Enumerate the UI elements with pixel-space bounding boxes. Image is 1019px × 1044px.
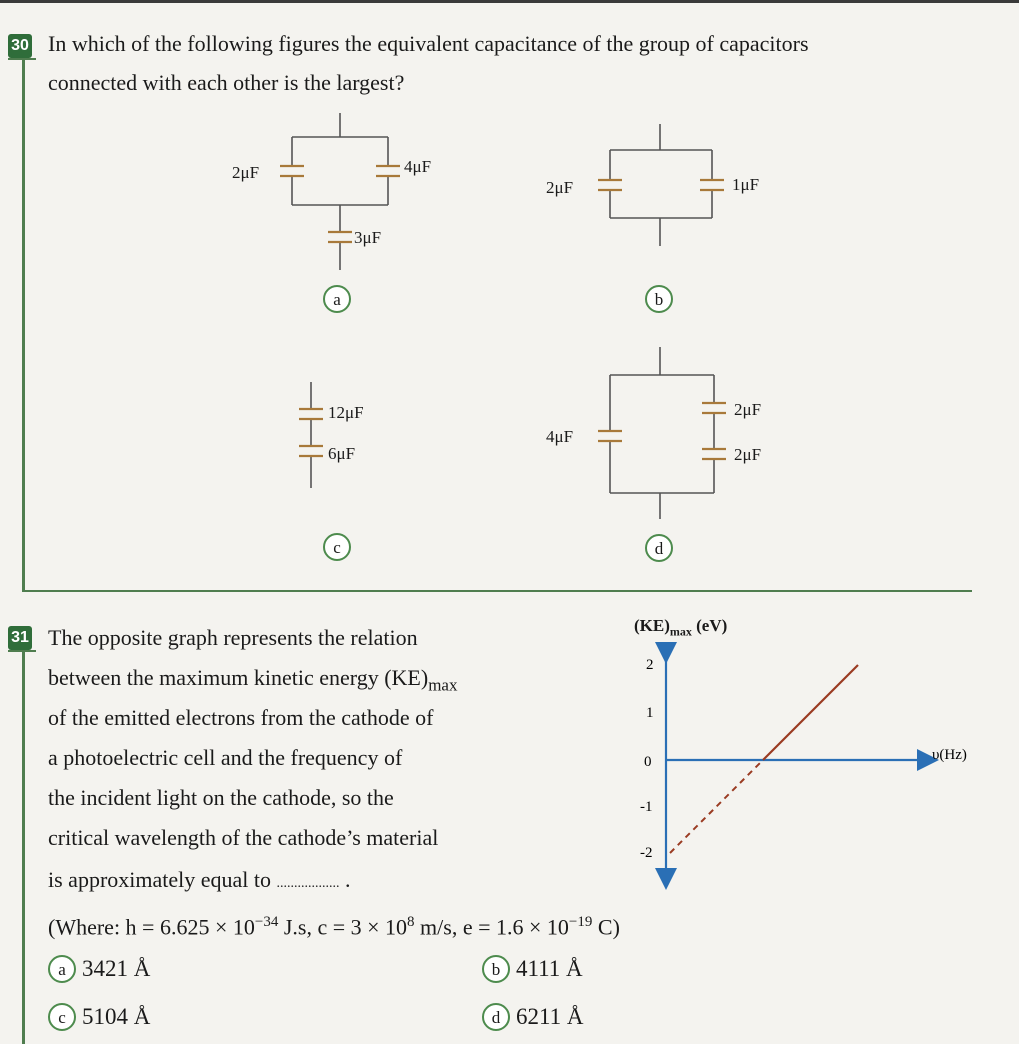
c-exponent: 8	[407, 914, 415, 930]
graph-tick-1: 1	[646, 705, 654, 721]
h-exponent: −34	[254, 914, 279, 930]
graph-y-title-sub: max	[669, 624, 692, 639]
option-c-letter: c	[48, 1003, 76, 1031]
figure-c-cap-top: 12μF	[328, 403, 364, 422]
figure-d-circuit	[590, 343, 740, 523]
option-b[interactable]	[482, 955, 583, 983]
option-d-text: 6211 Å	[516, 1004, 584, 1029]
top-rule	[0, 0, 1019, 3]
q31-text-line2-main: between the maximum kinetic energy (KE)	[48, 665, 429, 690]
graph-tick-2: 2	[646, 657, 654, 673]
q30-text-line1: In which of the following figures the equivalent capacitance of the group of capacitors	[48, 31, 809, 56]
q31-text-line5: the incident light on the cathode, so the	[48, 785, 394, 810]
figure-c-cap-bottom: 6μF	[328, 444, 356, 463]
graph-tick-minus1: -1	[640, 799, 653, 815]
figure-b-cap-left: 2μF	[546, 178, 574, 197]
option-a-text: 3421 Å	[82, 956, 151, 981]
graph-dashed-extension	[670, 760, 763, 853]
figure-d-cap-right-top: 2μF	[734, 400, 762, 419]
constants-prefix: (Where: h = 6.625 × 10	[48, 914, 255, 940]
constants-mid2: m/s, e = 1.6 × 10	[414, 914, 569, 940]
answer-blank-end: .	[345, 867, 351, 892]
q31-text-line3: of the emitted electrons from the cathode of	[48, 705, 434, 730]
q31-text-line7	[48, 860, 351, 904]
answer-blank: ..................	[276, 876, 340, 891]
figure-a-circuit	[220, 105, 460, 280]
question-number-31: 31	[8, 626, 32, 650]
q31-text-line4: a photoelectric cell and the frequency of	[48, 745, 403, 770]
option-a-letter: a	[48, 955, 76, 983]
question-number-30: 30	[8, 34, 32, 58]
q30-frame-bottom	[22, 590, 972, 592]
option-c[interactable]	[48, 1003, 150, 1031]
figure-c-label: c	[323, 533, 351, 561]
figure-b-cap-right: 1μF	[732, 175, 760, 194]
figure-a-cap-right: 4μF	[404, 157, 432, 176]
figure-a-label: a	[323, 285, 351, 313]
q31-text-line6: critical wavelength of the cathode’s material	[48, 825, 439, 850]
q31-text-line1: The opposite graph represents the relation	[48, 625, 418, 650]
constants-suffix: C)	[592, 914, 620, 940]
graph-tick-minus2: -2	[640, 845, 653, 861]
option-d[interactable]	[482, 1003, 584, 1031]
option-a[interactable]	[48, 955, 150, 983]
graph-x-title: υ(Hz)	[932, 747, 967, 763]
q31-frame-left	[22, 650, 25, 1044]
figure-b-circuit	[590, 120, 740, 250]
q30-frame-left	[22, 58, 25, 592]
figure-d-cap-right-bottom: 2μF	[734, 445, 762, 464]
graph-tick-0: 0	[644, 754, 652, 770]
option-d-letter: d	[482, 1003, 510, 1031]
option-c-text: 5104 Å	[82, 1004, 151, 1029]
graph-y-title-main: (KE)	[634, 616, 670, 635]
figure-d-label: d	[645, 534, 673, 562]
figure-d-cap-left: 4μF	[546, 427, 574, 446]
graph-solid-line	[763, 665, 858, 760]
figure-c-circuit	[290, 378, 340, 493]
figure-a-cap-bottom: 3μF	[354, 228, 382, 247]
q31-constants-line	[48, 902, 620, 947]
graph-y-title-unit: (eV)	[691, 616, 728, 635]
ke-subscript: max	[428, 675, 458, 695]
e-exponent: −19	[568, 914, 593, 930]
option-b-text: 4111 Å	[516, 956, 583, 981]
constants-mid1: J.s, c = 3 × 10	[278, 914, 408, 940]
ke-frequency-graph	[620, 635, 990, 895]
figure-b-label: b	[645, 285, 673, 313]
option-b-letter: b	[482, 955, 510, 983]
q31-text-line7-main: is approximately equal to	[48, 867, 271, 892]
q30-text-line2: connected with each other is the largest?	[48, 70, 405, 95]
figure-a-cap-left: 2μF	[232, 163, 260, 182]
